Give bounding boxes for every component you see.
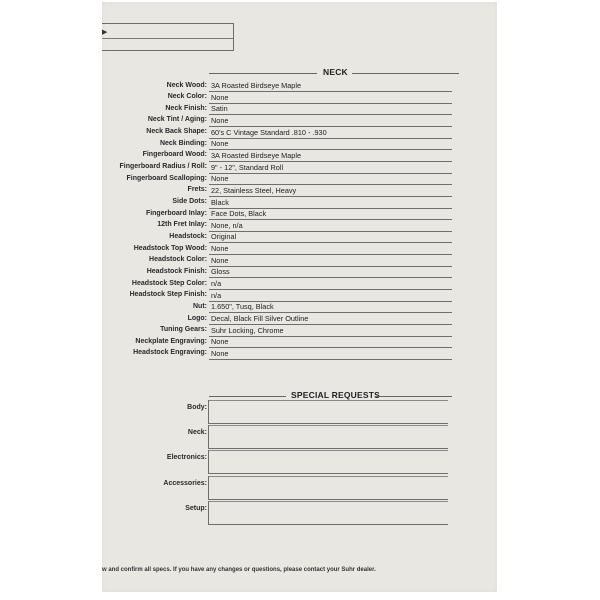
spec-value: Decal, Black Fill Silver Outline: [211, 314, 309, 323]
spec-row: [0, 197, 600, 209]
spec-value: n/a: [211, 279, 222, 289]
spec-value: Face Dots, Black: [211, 209, 267, 219]
spec-label: Headstock Finish:: [146, 267, 207, 275]
field-top-rule: [209, 450, 448, 451]
spec-row: [0, 290, 600, 302]
spec-row: [0, 255, 600, 267]
special-request-field[interactable]: [208, 501, 448, 525]
marker-icon: ▶: [102, 29, 108, 36]
spec-value: 3A Roasted Birdseye Maple: [211, 150, 302, 160]
heading-rule-left: [209, 396, 286, 397]
spec-value: None: [211, 244, 229, 254]
spec-label: Fingerboard Scalloping:: [126, 174, 207, 182]
special-request-label: Accessories:: [163, 479, 207, 487]
spec-label: Fingerboard Wood:: [142, 151, 207, 159]
spec-value: Suhr Locking, Chrome: [211, 325, 284, 335]
spec-value: Satin: [211, 104, 228, 114]
field-top-rule: [209, 425, 448, 426]
special-request-field[interactable]: [208, 450, 448, 474]
spec-row: [0, 348, 600, 360]
spec-value: None: [211, 139, 229, 149]
special-request-label: Electronics:: [166, 454, 207, 462]
spec-label: Fingerboard Radius / Roll:: [119, 163, 207, 171]
spec-row: [0, 314, 600, 326]
spec-row: [0, 127, 600, 139]
spec-value: None: [211, 174, 229, 184]
spec-label: Headstock Step Finish:: [129, 291, 207, 299]
spec-label: Nut:: [193, 302, 207, 310]
spec-underline: [209, 359, 452, 360]
special-request-label: Body:: [187, 404, 207, 411]
spec-value: None: [211, 255, 229, 265]
spec-row: [0, 209, 600, 221]
spec-value: None: [211, 92, 229, 102]
spec-row: [0, 92, 600, 104]
spec-label: Neck Binding:: [159, 139, 207, 147]
spec-value: None: [211, 348, 229, 358]
spec-value: 22, Stainless Steel, Heavy: [211, 185, 297, 195]
header-field-divider: [102, 38, 233, 39]
spec-row: [0, 267, 600, 279]
spec-label: Neck Wood:: [166, 81, 207, 89]
spec-label: Headstock:: [169, 232, 207, 240]
spec-value: n/a: [211, 290, 222, 300]
spec-value: 3A Roasted Birdseye Maple: [211, 81, 302, 90]
spec-row: [0, 337, 600, 349]
spec-value: Black: [211, 197, 229, 207]
spec-label: Neck Finish:: [165, 104, 207, 112]
spec-label: Neck Back Shape:: [146, 128, 207, 136]
spec-row: [0, 325, 600, 337]
footer-note: w and confirm all specs. If you have any changes or questions, please contact your Suhr dealer.: [102, 567, 376, 573]
spec-row: [0, 220, 600, 232]
special-request-field[interactable]: [208, 425, 448, 449]
spec-label: Tuning Gears:: [160, 326, 207, 334]
field-top-rule: [209, 501, 448, 502]
spec-row: [0, 232, 600, 244]
special-request-field[interactable]: [208, 400, 448, 424]
spec-row: [0, 302, 600, 314]
spec-label: Side Dots:: [172, 198, 207, 205]
neck-section-heading: [209, 67, 459, 79]
spec-value: Original: [211, 232, 237, 242]
special-request-label: Setup:: [185, 504, 207, 512]
field-top-rule: [209, 476, 448, 477]
spec-row: [0, 139, 600, 151]
spec-label: Headstock Color:: [149, 256, 207, 264]
special-request-label: Neck:: [187, 429, 207, 437]
spec-row: [0, 81, 600, 93]
neck-heading-title: NECK: [323, 67, 348, 77]
header-field-box: [102, 23, 234, 51]
spec-value: 60's C Vintage Standard .810 - .930: [211, 127, 327, 137]
spec-value: Gloss: [211, 267, 230, 277]
spec-label: Headstock Step Color:: [131, 279, 207, 287]
spec-value: 9" - 12", Standard Roll: [211, 162, 284, 172]
spec-row: [0, 279, 600, 291]
heading-rule-right: [375, 396, 452, 397]
spec-value: None: [211, 337, 229, 347]
spec-value: 1.650", Tusq, Black: [211, 302, 274, 312]
spec-label: Neck Tint / Aging:: [147, 116, 207, 124]
spec-row: [0, 150, 600, 162]
spec-label: Headstock Engraving:: [133, 349, 207, 357]
field-top-rule: [209, 400, 448, 401]
spec-row: [0, 115, 600, 127]
spec-row: [0, 162, 600, 174]
spec-value: None: [211, 115, 229, 125]
special-request-field[interactable]: [208, 476, 448, 500]
spec-row: [0, 104, 600, 116]
heading-rule-right: [352, 73, 459, 74]
spec-label: Frets:: [187, 186, 207, 194]
spec-row: [0, 174, 600, 186]
spec-label: Headstock Top Wood:: [133, 244, 207, 252]
spec-row: [0, 244, 600, 256]
spec-value: None, n/a: [211, 220, 243, 230]
special-requests-title: SPECIAL REQUESTS: [291, 390, 381, 400]
spec-label: Neckplate Engraving:: [135, 337, 207, 345]
heading-rule-left: [209, 73, 317, 74]
spec-label: Fingerboard Inlay:: [145, 209, 207, 217]
spec-row: [0, 185, 600, 197]
spec-label: Neck Color:: [167, 93, 207, 101]
spec-label: 12th Fret Inlay:: [157, 221, 207, 229]
spec-label: Logo:: [187, 314, 207, 322]
